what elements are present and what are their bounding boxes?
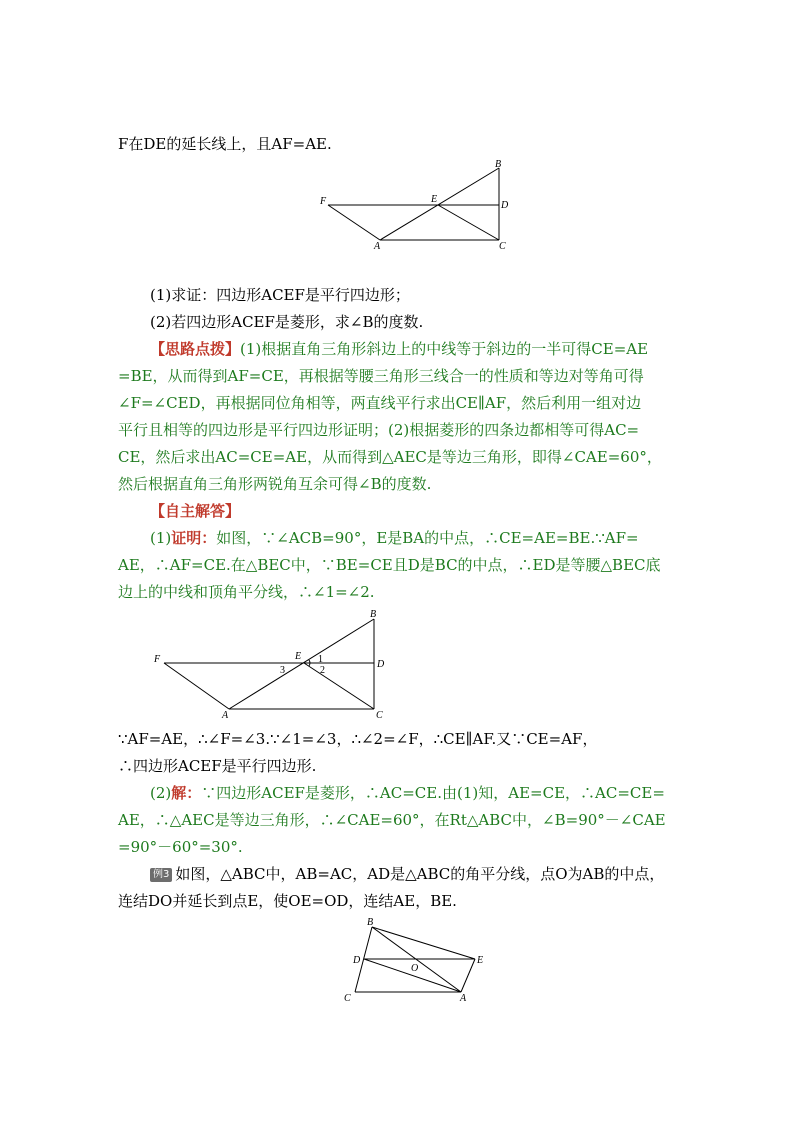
fig2-angle-2: 2	[320, 665, 325, 676]
fig1-label-f: F	[320, 196, 327, 207]
solution-line-3: =90°－60°=30°.	[118, 838, 243, 856]
example-3-line-2: 连结DO并延长到点E，使OE=OD，连结AE，BE.	[118, 892, 457, 910]
hint-line-6: 然后根据直角三角形两锐角互余可得∠B的度数.	[118, 475, 432, 493]
question-1: (1)求证：四边形ACEF是平行四边形；	[150, 286, 410, 304]
solution-tag: 解：	[171, 784, 202, 802]
hint-line-2: =BE，从而得到AF=CE，再根据等腰三角形三线合一的性质和等边对等角可得	[118, 367, 644, 385]
proof-tag: 证明：	[171, 529, 217, 547]
fig2-label-c: C	[376, 710, 383, 721]
fig3-label-e: E	[477, 955, 484, 966]
fig1-label-a: A	[374, 241, 381, 252]
hint-line-3: ∠F=∠CED，再根据同位角相等，两直线平行求出CE∥AF，然后利用一组对边	[118, 394, 642, 412]
fig2-label-e: E	[295, 651, 302, 662]
fig1-label-c: C	[499, 241, 506, 252]
fig2-label-f: F	[154, 654, 161, 665]
solution-line-1: (2)解：∵四边形ACEF是菱形，∴AC=CE.由(1)知，AE=CE，∴AC=CE=	[150, 784, 665, 802]
hint-line-1: 【思路点拨】(1)根据直角三角形斜边上的中线等于斜边的一半可得CE=AE	[150, 340, 649, 358]
proof-line-5: ∴四边形ACEF是平行四边形.	[118, 757, 317, 775]
figure-3	[340, 915, 490, 1005]
proof-line-2: AE，∴AF=CE.在△BEC中，∵BE=CE且D是BC的中点，∴ED是等腰△BEC底	[118, 556, 661, 574]
question-2: (2)若四边形ACEF是菱形，求∠B的度数.	[150, 313, 424, 331]
fig1-label-e: E	[431, 194, 438, 205]
fig3-label-a: A	[460, 993, 467, 1004]
example-3-line-1: 例3 如图，△ABC中，AB=AC，AD是△ABC的角平分线，点O为AB的中点，	[150, 864, 664, 884]
fig3-label-o: O	[411, 963, 419, 974]
fig2-angle-1: 1	[318, 654, 323, 665]
hint-tag: 【思路点拨】	[150, 340, 241, 358]
answer-tag: 【自主解答】	[150, 502, 241, 520]
fig3-label-c: C	[344, 993, 351, 1004]
hint-line-5: CE，然后求出AC=CE=AE，从而得到△AEC是等边三角形，即得∠CAE=60°，	[118, 448, 662, 466]
fig1-label-b: B	[495, 159, 502, 170]
solution-line-2: AE，∴△AEC是等边三角形，∴∠CAE=60°，在Rt△ABC中，∠B=90°－∠CAE	[118, 811, 666, 829]
fig2-label-a: A	[222, 710, 229, 721]
fig3-label-b: B	[367, 917, 374, 928]
figure-2	[150, 605, 395, 720]
intro-line: F在DE的延长线上，且AF=AE.	[118, 135, 332, 153]
fig2-angle-3: 3	[280, 665, 285, 676]
proof-line-4: ∵AF=AE，∴∠F=∠3.∵∠1=∠3，∴∠2=∠F，∴CE∥AF.又∵CE=AF，	[118, 730, 598, 748]
proof-line-3: 边上的中线和顶角平分线，∴∠1=∠2.	[118, 583, 375, 601]
fig2-label-d: D	[377, 659, 385, 670]
example-3-badge: 例3	[150, 868, 172, 882]
fig2-label-b: B	[370, 609, 377, 620]
fig1-label-d: D	[501, 200, 509, 211]
proof-line-1: (1)证明：如图，∵∠ACB=90°，E是BA的中点，∴CE=AE=BE.∵AF=	[150, 529, 639, 547]
hint-line-4: 平行且相等的四边形是平行四边形证明；(2)根据菱形的四条边都相等可得AC=	[118, 421, 640, 439]
figure-1	[318, 160, 508, 250]
fig3-label-d: D	[353, 955, 361, 966]
